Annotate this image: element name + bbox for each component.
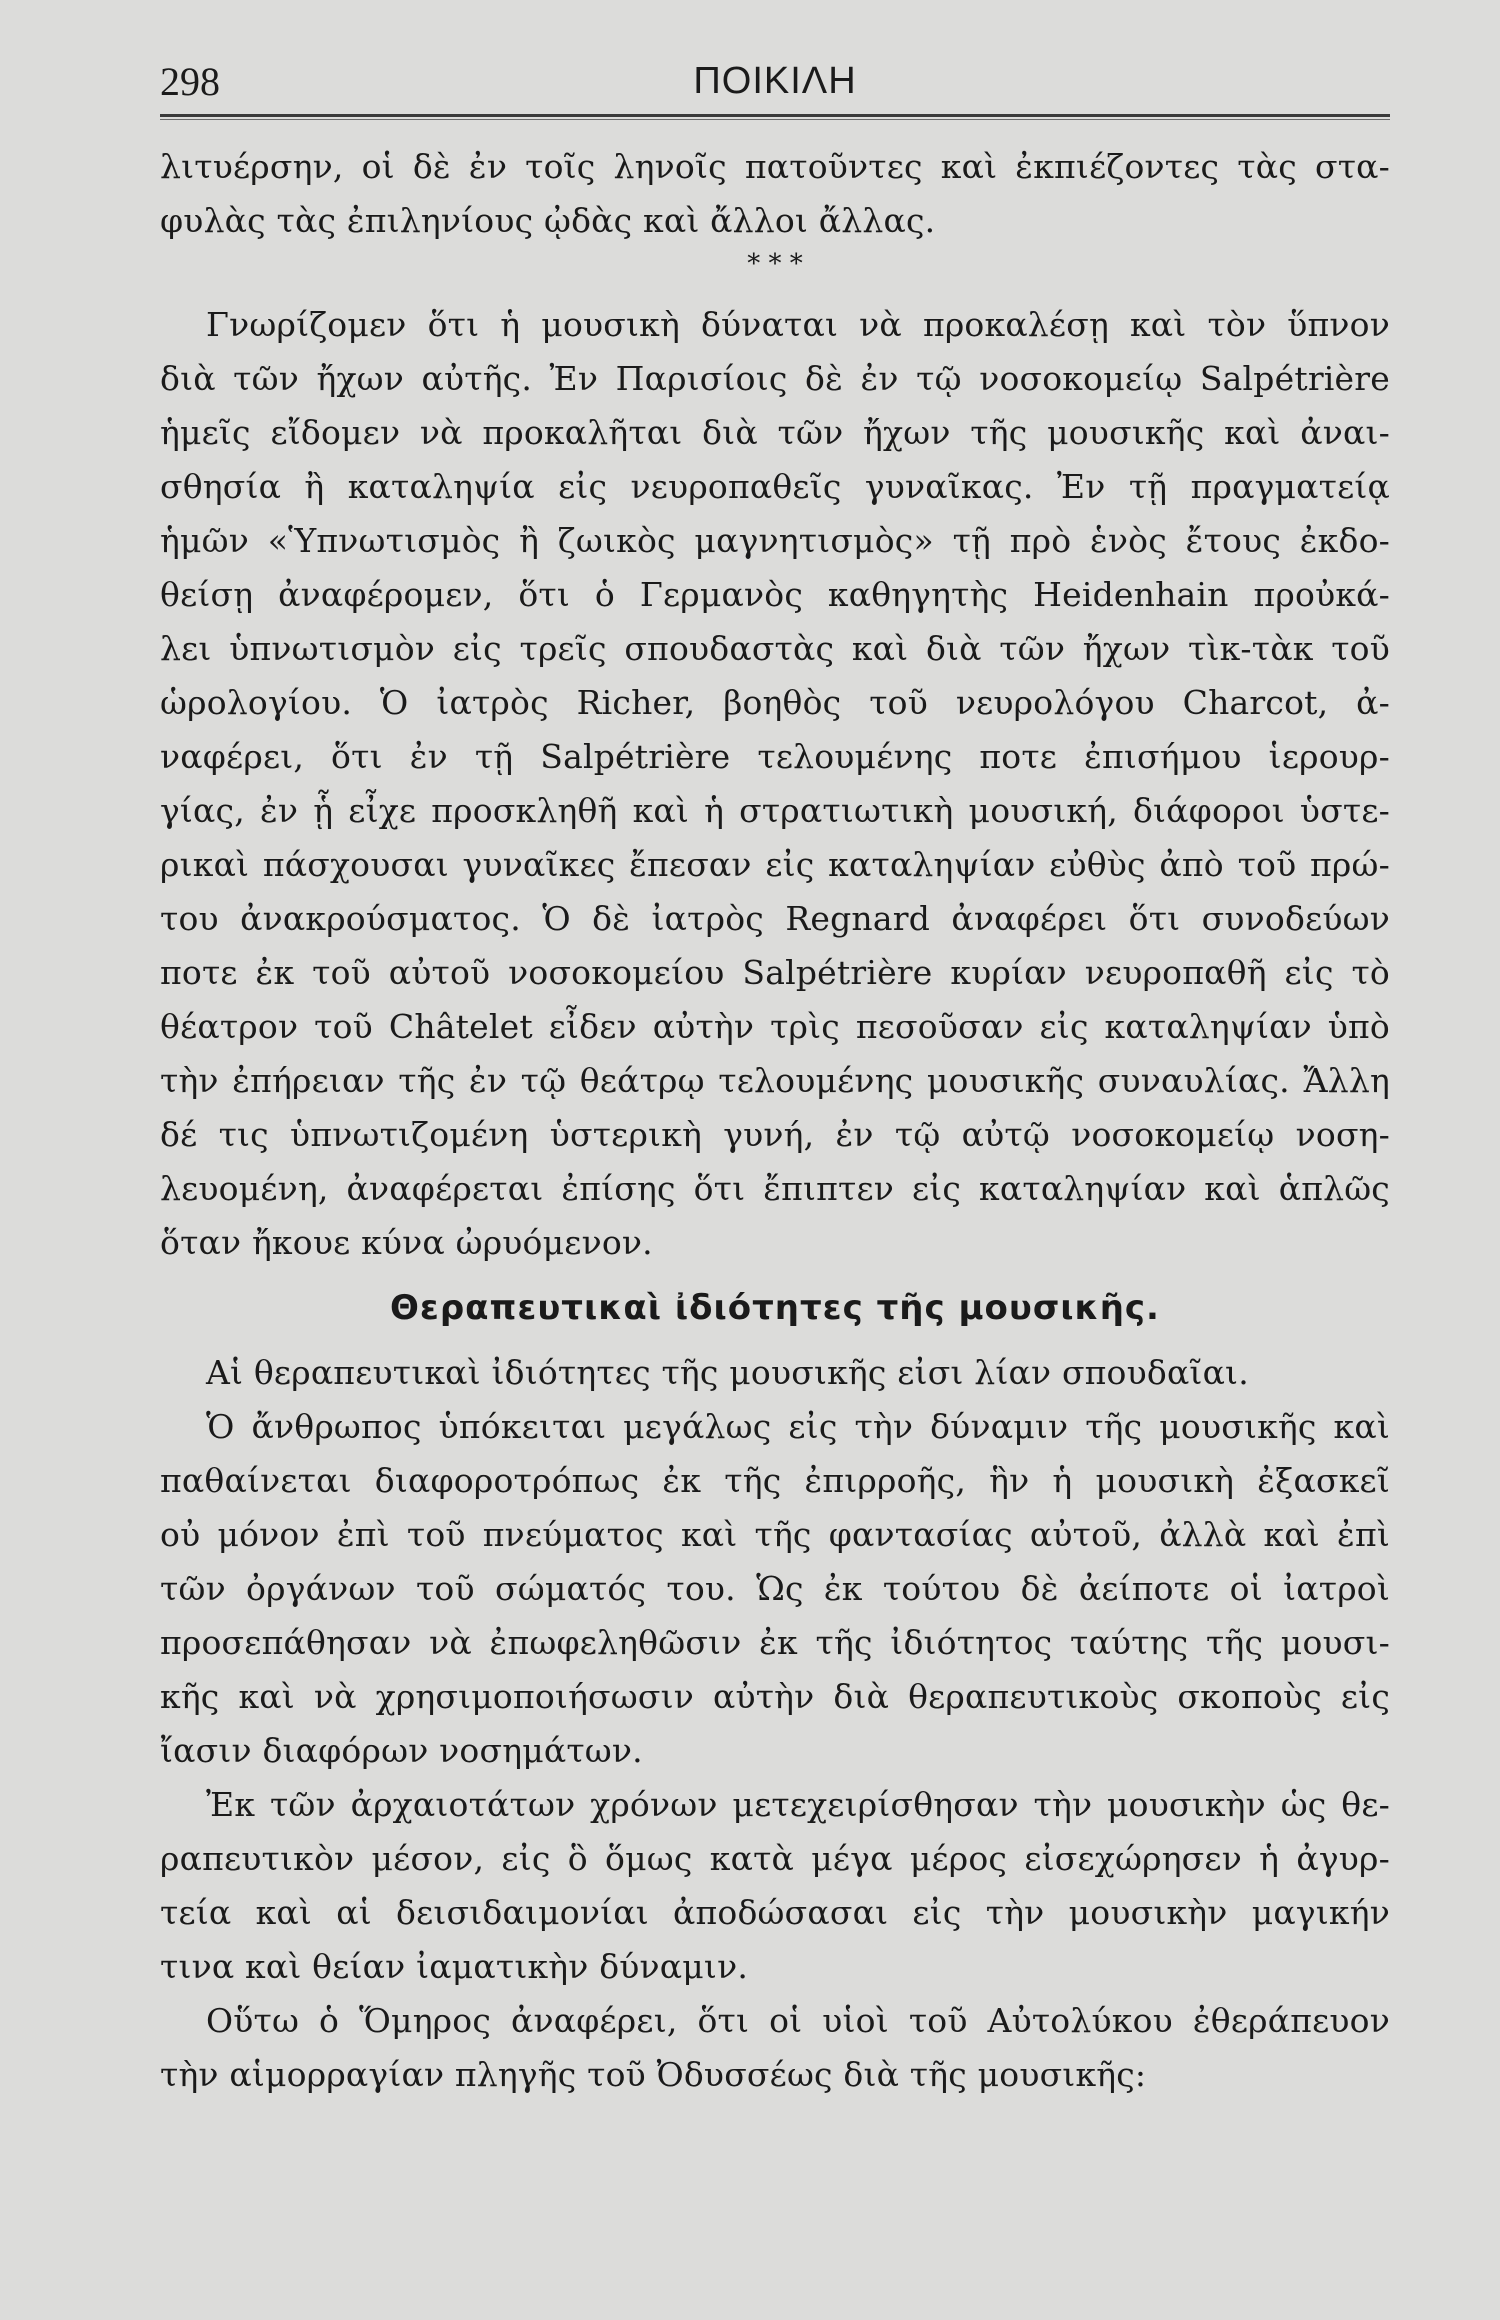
text-line: λει ὑπνωτισμὸν εἰς τρεῖς σπουδαστὰς καὶ διὰ τῶν ἤχων τὶκ-τὰκ τοῦ	[160, 629, 1390, 668]
text-line: ἴασιν διαφόρων νοσημάτων.	[160, 1731, 643, 1770]
text-line: παθαίνεται διαφοροτρόπως ἐκ τῆς ἐπιρροῆς, ἣν ἡ μουσικὴ ἐξασκεῖ	[160, 1461, 1390, 1500]
text-line: Ἐκ τῶν ἀρχαιοτάτων χρόνων μετεχειρίσθησαν τὴν μουσικὴν ὡς θε-	[206, 1785, 1390, 1824]
paragraph-5	[160, 1778, 1390, 1994]
paragraph-6	[160, 1994, 1390, 2102]
text-line: θέατρον τοῦ Châtelet εἶδεν αὐτὴν τρὶς πεσοῦσαν εἰς καταληψίαν ὑπὸ	[160, 1007, 1390, 1046]
paragraph-1	[160, 140, 1390, 248]
paragraph-2	[160, 298, 1390, 1270]
text-line: ποτε ἐκ τοῦ αὐτοῦ νοσοκομείου Salpétrière κυρίαν νευροπαθῆ εἰς τὸ	[160, 953, 1390, 992]
page-number: 298	[160, 59, 220, 104]
text-line: ναφέρει, ὅτι ἐν τῇ Salpétrière τελουμένης ποτε ἐπισήμου ἱερουρ-	[160, 737, 1390, 776]
header-rule-thin	[160, 119, 1390, 120]
text-line: γίας, ἐν ᾗ εἶχε προσκληθῆ καὶ ἡ στρατιωτικὴ μουσική, διάφοροι ὑστε-	[160, 791, 1390, 830]
text-line: σθησία ἢ καταληψία εἰς νευροπαθεῖς γυναῖκας. Ἐν τῇ πραγματείᾳ	[160, 467, 1390, 506]
paragraph-4	[160, 1400, 1390, 1778]
text-line: τινα καὶ θείαν ἰαματικὴν δύναμιν.	[160, 1947, 749, 1986]
text-line: τῶν ὀργάνων τοῦ σώματός του. Ὡς ἐκ τούτου δὲ ἀείποτε οἱ ἰατροὶ	[160, 1569, 1390, 1608]
text-line: κῆς καὶ νὰ χρησιμοποιήσωσιν αὐτὴν διὰ θεραπευτικοὺς σκοποὺς εἰς	[160, 1677, 1390, 1716]
text-line: φυλὰς τὰς ἐπιληνίους ᾠδὰς καὶ ἄλλοι ἄλλας.	[160, 201, 936, 240]
text-line: Οὕτω ὁ Ὅμηρος ἀναφέρει, ὅτι οἱ υἱοὶ τοῦ Αὐτολύκου ἐθεράπευον	[206, 2001, 1390, 2040]
running-title: ΠΟΙΚΙΛΗ	[693, 60, 857, 102]
page-header	[160, 58, 1390, 114]
text-line: ὅταν ἤκουε κύνα ὠρυόμενον.	[160, 1223, 653, 1262]
text-line: τὴν ἐπήρειαν τῆς ἐν τῷ θεάτρῳ τελουμένης μουσικῆς συναυλίας. Ἄλλη	[160, 1061, 1390, 1100]
text-line: λιτυέρσην, οἱ δὲ ἐν τοῖς ληνοῖς πατοῦντες καὶ ἐκπιέζοντες τὰς στα-	[160, 147, 1390, 186]
text-line: δέ τις ὑπνωτιζομένη ὑστερικὴ γυνή, ἐν τῷ αὐτῷ νοσοκομείῳ νοση-	[160, 1115, 1390, 1154]
text-line: ραπευτικὸν μέσον, εἰς ὃ ὅμως κατὰ μέγα μέρος εἰσεχώρησεν ἡ ἀγυρ-	[160, 1839, 1390, 1878]
text-line: Αἱ θεραπευτικαὶ ἰδιότητες τῆς μουσικῆς εἰσι λίαν σπουδαῖαι.	[206, 1353, 1249, 1392]
text-line: τὴν αἱμορραγίαν πληγῆς τοῦ Ὀδυσσέως διὰ τῆς μουσικῆς:	[160, 2055, 1147, 2094]
page-body	[160, 140, 1390, 2102]
text-line: οὐ μόνον ἐπὶ τοῦ πνεύματος καὶ τῆς φαντασίας αὐτοῦ, ἀλλὰ καὶ ἐπὶ	[160, 1515, 1390, 1554]
text-line: ρικαὶ πάσχουσαι γυναῖκες ἔπεσαν εἰς καταληψίαν εὐθὺς ἀπὸ τοῦ πρώ-	[160, 845, 1390, 884]
header-rule	[160, 114, 1390, 117]
text-line: λευομένη, ἀναφέρεται ἐπίσης ὅτι ἔπιπτεν εἰς καταληψίαν καὶ ἁπλῶς	[160, 1169, 1390, 1208]
paragraph-3	[160, 1346, 1390, 1400]
text-line: του ἀνακρούσματος. Ὁ δὲ ἰατρὸς Regnard ἀναφέρει ὅτι συνοδεύων	[160, 899, 1390, 938]
text-line: τεία καὶ αἱ δεισιδαιμονίαι ἀποδώσασαι εἰς τὴν μουσικὴν μαγικήν	[160, 1893, 1390, 1932]
text-line: θείσῃ ἀναφέρομεν, ὅτι ὁ Γερμανὸς καθηγητὴς Heidenhain προὐκά-	[160, 575, 1390, 614]
text-line: ὡρολογίου. Ὁ ἰατρὸς Richer, βοηθὸς τοῦ νευρολόγου Charcot, ἀ-	[160, 683, 1390, 722]
section-heading: Θεραπευτικαὶ ἰδιότητες τῆς μουσικῆς.	[390, 1288, 1160, 1328]
separator-mark: * * *	[747, 249, 803, 279]
text-line: ἡμῶν «Ὑπνωτισμὸς ἢ ζωικὸς μαγνητισμὸς» τῇ πρὸ ἑνὸς ἔτους ἐκδο-	[160, 521, 1390, 560]
text-line: ἡμεῖς εἴδομεν νὰ προκαλῆται διὰ τῶν ἤχων τῆς μουσικῆς καὶ ἀναι-	[160, 413, 1390, 452]
section-separator	[160, 248, 1390, 298]
text-line: διὰ τῶν ἤχων αὐτῆς. Ἐν Παρισίοις δὲ ἐν τῷ νοσοκομείῳ Salpétrière	[160, 359, 1390, 398]
text-line: Γνωρίζομεν ὅτι ἡ μουσικὴ δύναται νὰ προκαλέσῃ καὶ τὸν ὕπνον	[206, 305, 1390, 344]
text-line: Ὁ ἄνθρωπος ὑπόκειται μεγάλως εἰς τὴν δύναμιν τῆς μουσικῆς καὶ	[206, 1407, 1390, 1446]
text-line: προσεπάθησαν νὰ ἐπωφεληθῶσιν ἐκ τῆς ἰδιότητος ταύτης τῆς μουσι-	[160, 1623, 1390, 1662]
